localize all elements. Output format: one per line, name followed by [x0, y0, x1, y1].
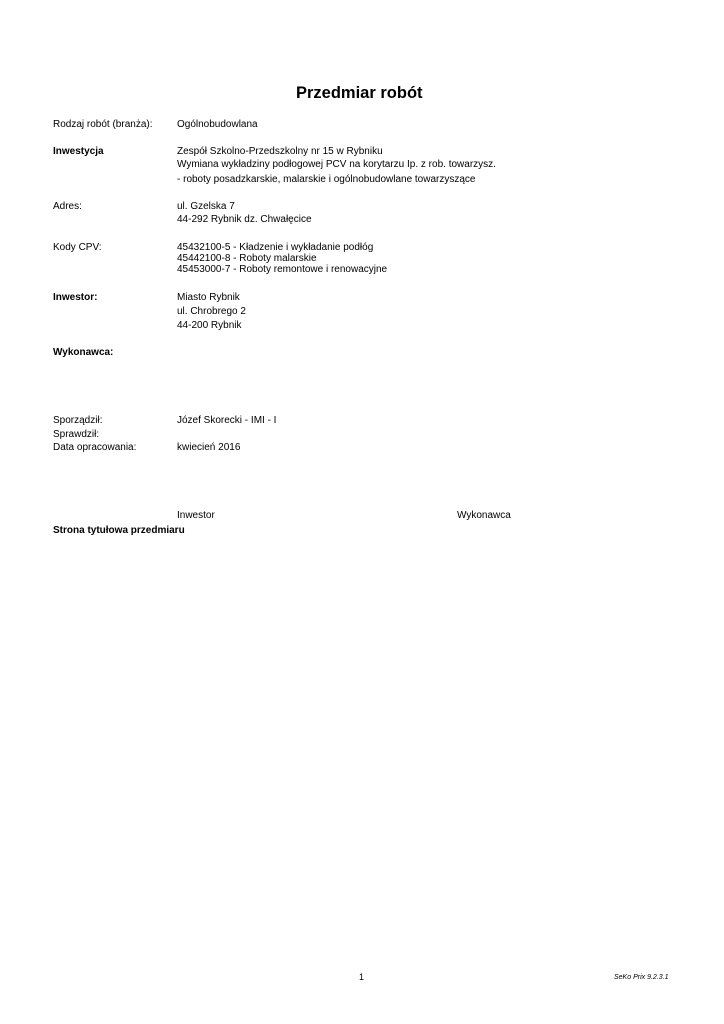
- rodzaj-label: Rodzaj robót (branża):: [53, 119, 153, 130]
- data-opracowania-value: kwiecień 2016: [177, 442, 241, 453]
- inwestycja-line-3: - roboty posadzkarskie, malarskie i ogólnobudowlane towarzyszące: [177, 174, 476, 185]
- data-opracowania-label: Data opracowania:: [53, 442, 137, 453]
- rodzaj-value: Ogólnobudowlana: [177, 119, 258, 130]
- inwestor-label: Inwestor:: [53, 292, 98, 303]
- kody-cpv-line-1: 45432100-5 - Kładzenie i wykładanie podłóg: [177, 242, 374, 253]
- signature-inwestor: Inwestor: [177, 510, 215, 521]
- adres-label: Adres:: [53, 201, 82, 212]
- kody-cpv-line-3: 45453000-7 - Roboty remontowe i renowacyjne: [177, 264, 388, 275]
- inwestor-line-3: 44-200 Rybnik: [177, 320, 242, 331]
- inwestor-line-2: ul. Chrobrego 2: [177, 306, 246, 317]
- adres-line-2: 44-292 Rybnik dz. Chwałęcice: [177, 214, 312, 225]
- inwestycja-line-1: Zespół Szkolno-Przedszkolny nr 15 w Rybniku: [177, 146, 383, 157]
- software-version: SeKo Prix 9.2.3.1: [614, 974, 669, 981]
- inwestycja-label: Inwestycja: [53, 146, 104, 157]
- inwestor-line-1: Miasto Rybnik: [177, 292, 240, 303]
- sprawdzil-label: Sprawdził:: [53, 429, 100, 440]
- sporzadzil-label: Sporządził:: [53, 415, 103, 426]
- footer-heading: Strona tytułowa przedmiaru: [53, 525, 185, 536]
- wykonawca-label: Wykonawca:: [53, 347, 114, 358]
- inwestycja-line-2: Wymiana wykładziny podłogowej PCV na korytarzu Ip. z rob. towarzysz.: [177, 159, 496, 170]
- page-title: Przedmiar robót: [296, 84, 423, 102]
- sporzadzil-value: Józef Skorecki - IMI - I: [177, 415, 277, 426]
- kody-cpv-label: Kody CPV:: [53, 242, 102, 253]
- kody-cpv-line-2: 45442100-8 - Roboty malarskie: [177, 253, 317, 264]
- adres-line-1: ul. Gzelska 7: [177, 201, 235, 212]
- signature-wykonawca: Wykonawca: [457, 510, 511, 521]
- page-number: 1: [359, 972, 365, 982]
